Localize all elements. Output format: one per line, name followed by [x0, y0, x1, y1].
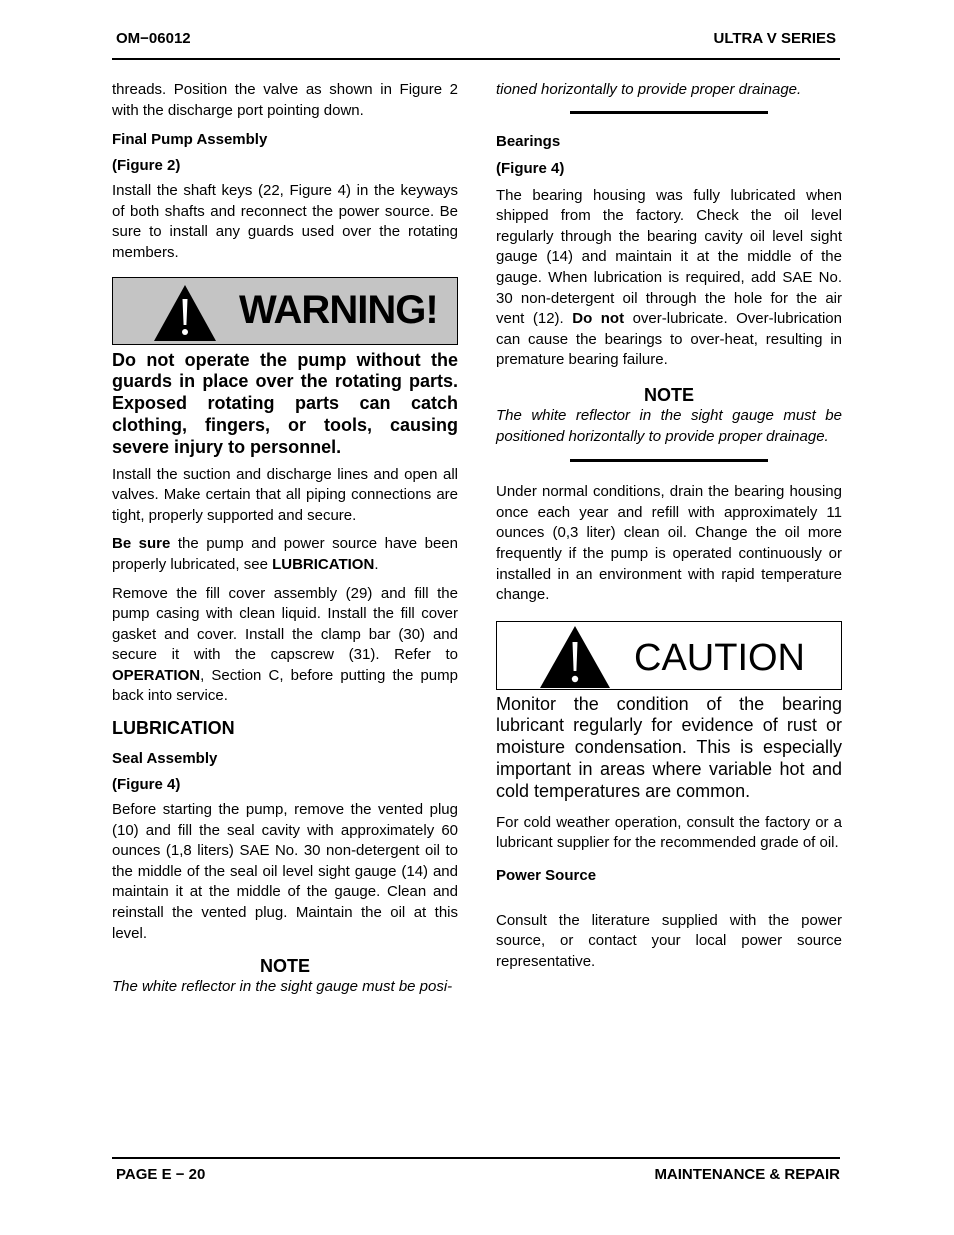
section-title: MAINTENANCE & REPAIR — [654, 1166, 840, 1183]
doc-number: OM−06012 — [116, 30, 191, 47]
note-text: The white reflector in the sight gauge must be positioned horizontally to provide proper drainage. — [496, 406, 842, 445]
note-text: The white reflector in the sight gauge must be posi- — [112, 978, 453, 996]
emphasis: Do not — [572, 310, 625, 328]
section-reference: LUBRICATION — [272, 555, 375, 573]
emphasis: Be sure — [112, 535, 171, 553]
right-column — [496, 80, 842, 973]
text: , Section C, before putting the pump back into service. — [112, 666, 458, 705]
warning-label: WARNING! — [239, 287, 438, 332]
paragraph: Before starting the pump, remove the vented plug (10) and fill the seal cavity with approximately 60 ounces (1,8 liters) SAE No. 30 non-detergent oil to the middle of the seal oil level sight gauge (14) and maintain it at the middle of the gauge. Clean and reinstall the vented plug. Maintain the oil at this level. — [112, 801, 458, 942]
bearings-heading: Bearings — [496, 132, 561, 150]
figure-reference: (Figure 4) — [496, 159, 565, 177]
text: over-lubricate. Over-lubrication can cause the bearings to over-heat, resulting in premature bearing failure. — [496, 310, 842, 369]
paragraph: For cold weather operation, consult the factory or a lubricant supplier for the recommended grade of oil. — [496, 813, 842, 852]
warning-text: Do not operate the pump without the guards in place over the rotating parts. Exposed rotating parts can catch clothing, fingers, or tools, causing severe injury to personnel. — [112, 349, 458, 457]
note-heading: NOTE — [259, 956, 310, 977]
header-rule — [112, 58, 840, 60]
seal-assembly-heading: Seal Assembly — [112, 750, 218, 768]
caution-text: Monitor the condition of the bearing lubricant regularly for evidence of rust or moisture condensation. This is especially important in areas where variable hot and cold temperatures are common. — [496, 693, 842, 801]
text: Remove the fill cover assembly (29) and fill the pump casing with clean liquid. Install the fill cover gasket and cover. Install the clamp bar (30) and secure it with the capscrew (31). Refer to — [112, 584, 458, 664]
paragraph: threads. Position the valve as shown in Figure 2 with the discharge port pointing down. — [112, 81, 458, 119]
note-rule — [570, 111, 768, 114]
paragraph: Install the shaft keys (22, Figure 4) in the keyways of both shafts and reconnect the power source. Be sure to install any guards used over the rotating members. — [112, 182, 458, 261]
note-heading: NOTE — [643, 384, 694, 405]
power-source-heading: Power Source — [496, 866, 597, 884]
series-title: ULTRA V SERIES — [713, 30, 836, 47]
paragraph: Under normal conditions, drain the bearing housing once each year and refill with approximately 11 ounces (0,3 liter) clean oil. Change the oil more frequently if the pump is operated continuously or installed in an environment with rapid temperature change. — [496, 483, 842, 604]
caution-label: CAUTION — [634, 636, 805, 679]
paragraph — [496, 186, 842, 371]
note-text: tioned horizontally to provide proper drainage. — [496, 81, 802, 98]
note-rule — [570, 459, 768, 462]
text: The bearing housing was fully lubricated when shipped from the factory. Check the oil level regularly through the bearing cavity oil level sight gauge (14) and maintain it at the middle of the gauge. When lubrication is required, add SAE No. 30 non-detergent oil through the hole for the air vent (12). — [496, 186, 842, 328]
figure-reference: (Figure 2) — [112, 157, 181, 175]
text: . — [374, 555, 379, 573]
warning-sign — [112, 277, 458, 345]
text: the pump and power source have been properly lubricated, see — [112, 535, 458, 573]
final-assembly-heading: Final Pump Assembly — [112, 131, 268, 149]
caution-triangle-icon — [539, 625, 611, 689]
left-column — [112, 80, 458, 998]
paragraph: Consult the literature supplied with the power source, or contact your local power source representative. — [496, 911, 842, 971]
section-reference: OPERATION — [112, 666, 201, 684]
figure-reference: (Figure 4) — [112, 776, 181, 794]
warning-triangle-icon — [153, 284, 217, 342]
paragraph — [112, 534, 458, 575]
paragraph: Install the suction and discharge lines and open all valves. Make certain that all piping connections are tight, properly supported and secure. — [112, 465, 458, 524]
page-number: PAGE E − 20 — [116, 1166, 206, 1183]
lubrication-heading: LUBRICATION — [112, 718, 235, 739]
paragraph — [112, 584, 458, 708]
footer-rule — [112, 1157, 840, 1159]
caution-sign — [496, 621, 842, 690]
